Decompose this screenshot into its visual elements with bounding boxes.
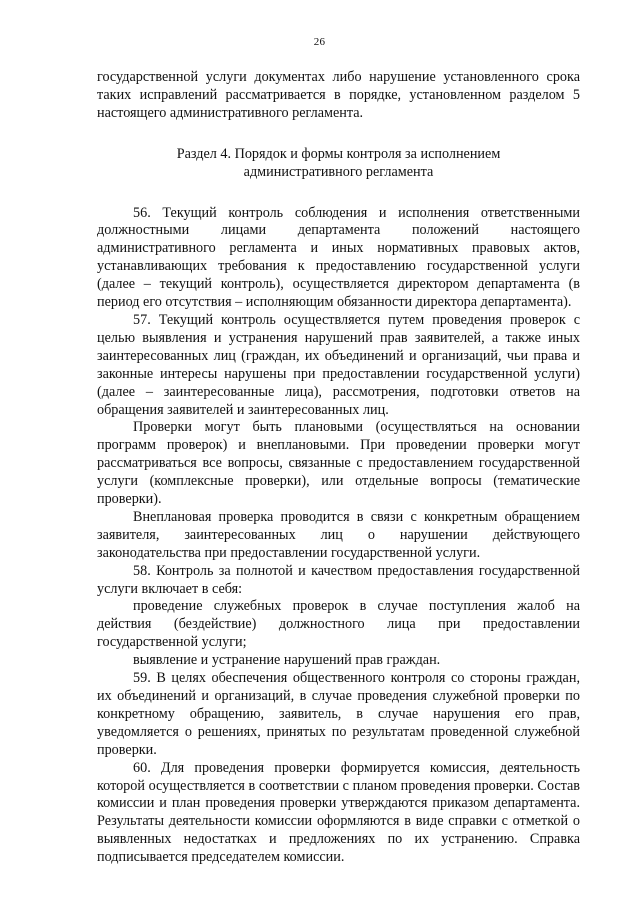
paragraph-57: 57. Текущий контроль осуществляется путем проведения проверок с целью выявления и устранения нарушений прав заявителей, а также иных заинтересованных лиц (граждан, их объединений и организаций, чьи права и законные интересы нарушены при предоставлении государственной услуги) (далее – заинтересованные лица), рассмотрения, подготовки ответов на обращения заявителей и заинтересованных лиц.: [97, 311, 580, 418]
paragraph-59: 59. В целях обеспечения общественного контроля со стороны граждан, их объединений и организаций, в случае проведения служебной проверки по конкретному обращению, заявитель, в случае нарушения его прав, уведомляется о решениях, принятых по результатам проведенной служебной проверки.: [97, 670, 580, 758]
paragraph-inspections-types: Проверки могут быть плановыми (осуществляться на основании программ проверок) и внеплановыми. При проведении проверки могут рассматриваться все вопросы, связанные с предоставлением государственной услуги (комплексные проверки), или отдельные вопросы (тематические проверки).: [97, 419, 580, 508]
intro-paragraph: государственной услуги документах либо нарушение установленного срока таких исправлений рассматривается в порядке, установленном разделом 5 настоящего административного регламента.: [97, 69, 580, 121]
paragraph-unscheduled-inspection: Внеплановая проверка проводится в связи с конкретным обращением заявителя, заинтересованных лиц о нарушении действующего законодательства при предоставлении государственной услуги.: [97, 508, 580, 561]
section-heading: Раздел 4. Порядок и формы контроля за исполнением административного регламента: [176, 145, 501, 180]
page-number: 26: [313, 36, 326, 48]
paragraph-58-item-1: проведение служебных проверок в случае поступления жалоб на действия (бездействие) должностного лица при предоставлении государственной услуги;: [97, 598, 580, 651]
paragraph-58-item-2: выявление и устранение нарушений прав граждан.: [133, 652, 441, 669]
paragraph-58: 58. Контроль за полнотой и качеством предоставления государственной услуги включает в себя:: [97, 562, 580, 597]
paragraph-60: 60. Для проведения проверки формируется комиссия, деятельность которой осуществляется в соответствии с планом проведения проверки. Состав комиссии и план проведения проверки утверждаются приказом департамента. Результаты деятельности комиссии оформляются в виде справки с отметкой о выявленных недостатках и предложениях по их устранению. Справка подписывается председателем комиссии.: [97, 759, 580, 866]
document-body: [97, 69, 580, 867]
paragraph-56: 56. Текущий контроль соблюдения и исполнения ответственными должностными лицами департамента положений настоящего административного регламента и иных нормативных правовых актов, устанавливающих требования к предоставлению государственной услуги (далее – текущий контроль), осуществляется директором департамента (в период его отсутствия – исполняющим обязанности директора департамента).: [97, 204, 580, 311]
